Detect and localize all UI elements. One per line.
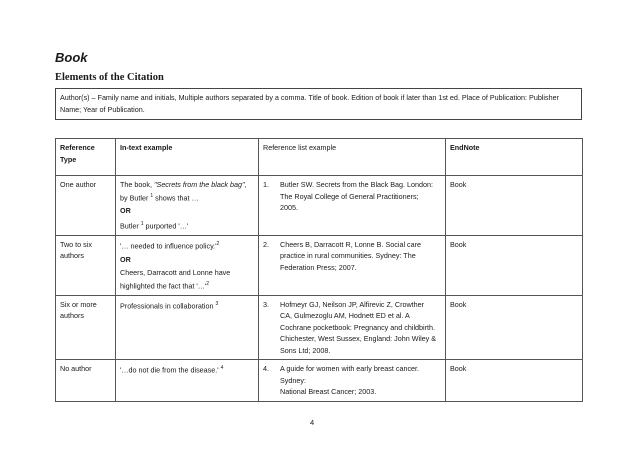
reference-type-cell: Two to six authors bbox=[56, 235, 116, 295]
superscript-number: 1 bbox=[150, 192, 154, 199]
superscript-number: 2 bbox=[216, 240, 220, 247]
citation-text bbox=[280, 363, 438, 398]
endnote-cell: Book bbox=[446, 295, 583, 360]
in-text-example-cell bbox=[116, 235, 259, 295]
citation-number: 4. bbox=[263, 364, 269, 374]
in-text-fragment: Professionals in collaboration bbox=[120, 300, 214, 310]
citation-line: National Breast Cancer; 2003. bbox=[280, 387, 377, 397]
table-row bbox=[56, 360, 583, 402]
reference-type-cell: Six or more authors bbox=[56, 295, 116, 360]
book-title-italic: "Secrets from the black bag" bbox=[153, 180, 245, 189]
citation-number: 1. bbox=[263, 180, 269, 189]
reference-list-cell bbox=[259, 360, 446, 402]
in-text-example-cell bbox=[116, 295, 259, 360]
in-text-example-cell bbox=[116, 176, 259, 236]
citation-text: Butler SW. Secrets from the Black Bag. London: The Royal College of General Practitioners; 2005. bbox=[280, 180, 434, 212]
in-text-example-cell bbox=[116, 360, 259, 402]
reference-list-cell bbox=[259, 176, 446, 236]
citation-text: Hofmeyr GJ, Neilson JP, Alfirevic Z, Crowther CA, Gulmezoglu AM, Hodnett ED et al. A Cochrane pocketbook: Pregnancy and childbirth. Chichester, West Sussex, England: John Wiley & Sons Ltd; 2008. bbox=[280, 299, 437, 355]
citation-number: 2. bbox=[263, 239, 269, 249]
or-separator: OR bbox=[120, 206, 131, 216]
header-reference-list-example: Reference list example bbox=[259, 139, 446, 176]
table-row bbox=[56, 176, 583, 236]
section-heading: Elements of the Citation bbox=[55, 72, 164, 83]
page-title: Book bbox=[55, 50, 88, 65]
in-text-fragment: Butler bbox=[120, 221, 141, 231]
in-text-fragment: The book, bbox=[120, 180, 154, 189]
header-in-text-example: In-text example bbox=[116, 139, 259, 176]
header-endnote: EndNote bbox=[446, 139, 583, 176]
reference-type-cell: No author bbox=[56, 360, 116, 402]
in-text-fragment: purported '…' bbox=[143, 221, 189, 231]
in-text-fragment: shows that … bbox=[153, 192, 199, 202]
citation-line: Sydney: bbox=[280, 375, 306, 385]
header-reference-type: Reference Type bbox=[56, 139, 116, 176]
or-separator: OR bbox=[120, 254, 131, 264]
superscript-number: 4 bbox=[220, 365, 224, 372]
in-text-fragment: '…do not die from the disease.' bbox=[120, 365, 219, 375]
citation-line: A guide for women with early breast cancer. bbox=[280, 364, 420, 374]
reference-type-cell: One author bbox=[56, 176, 116, 236]
superscript-number: 1 bbox=[140, 220, 144, 227]
citation-number: 3. bbox=[263, 299, 269, 309]
superscript-number: 2 bbox=[206, 280, 210, 287]
endnote-cell: Book bbox=[446, 235, 583, 295]
citation-elements-box: Author(s) – Family name and initials, Multiple authors separated by a comma. Title of book. Edition of book if later than 1st ed. Place of Publication: Publisher Name; Year of Publication. bbox=[55, 88, 582, 120]
reference-table bbox=[55, 138, 583, 402]
in-text-fragment: Cheers, Darracott and Lonne have highlighted the fact that '…' bbox=[120, 268, 231, 291]
endnote-cell: Book bbox=[446, 360, 583, 402]
page-number: 4 bbox=[310, 418, 315, 427]
superscript-number: 3 bbox=[215, 300, 219, 307]
endnote-cell: Book bbox=[446, 176, 583, 236]
citation-text: Cheers B, Darracott R, Lonne B. Social care practice in rural communities. Sydney: The Federation Press; 2007. bbox=[280, 239, 422, 272]
table-row bbox=[56, 295, 583, 360]
in-text-fragment: , by Butler bbox=[120, 180, 247, 202]
reference-list-cell bbox=[259, 295, 446, 360]
table-header-row bbox=[56, 139, 583, 176]
reference-list-cell bbox=[259, 235, 446, 295]
table-row bbox=[56, 235, 583, 295]
in-text-fragment: '… needed to influence policy.' bbox=[120, 241, 217, 251]
